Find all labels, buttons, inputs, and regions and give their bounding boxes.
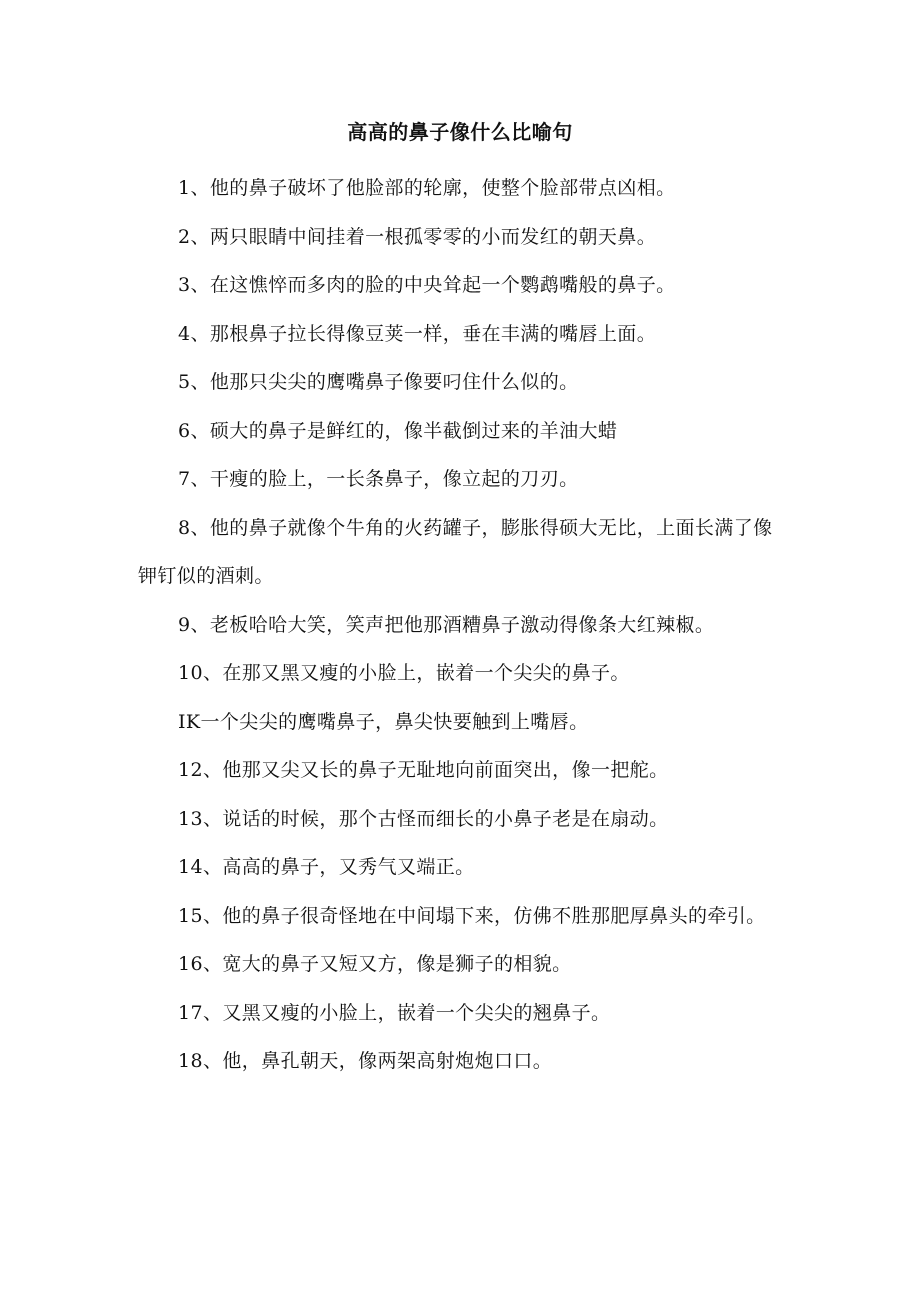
list-item: 16、宽大的鼻子又短又方，像是狮子的相貌。	[178, 953, 572, 975]
list-item: 9、老板哈哈大笑，笑声把他那酒糟鼻子激动得像条大红辣椒。	[178, 613, 715, 636]
list-item: 2、两只眼睛中间挂着一根孤零零的小而发红的朝天鼻。	[178, 225, 657, 248]
list-item: 5、他那只尖尖的鹰嘴鼻子像要叼住什么似的。	[178, 371, 579, 393]
list-item: 3、在这憔悴而多肉的脸的中央耸起一个鹦鹉嘴般的鼻子。	[178, 274, 676, 296]
list-item: 15、他的鼻子很奇怪地在中间塌下来，仿佛不胜那肥厚鼻头的牵引。	[178, 904, 766, 927]
page-title: 高高的鼻子像什么比喻句	[347, 120, 573, 144]
list-item: 13、说话的时候，那个古怪而细长的小鼻子老是在扇动。	[178, 807, 669, 830]
list-item: IK一个尖尖的鹰嘴鼻子，鼻尖快要触到上嘴唇。	[178, 710, 589, 733]
list-item: 17、又黑又瘦的小脸上，嵌着一个尖尖的翘鼻子。	[178, 1001, 611, 1024]
list-item: 7、干瘦的脸上，一长条鼻子，像立起的刀刃。	[178, 468, 579, 490]
list-item: 10、在那又黑又瘦的小脸上，嵌着一个尖尖的鼻子。	[178, 662, 630, 684]
list-item: 12、他那又尖又长的鼻子无耻地向前面突出，像一把舵。	[178, 759, 669, 781]
list-item: 6、硕大的鼻子是鲜红的，像半截倒过来的羊油大蜡	[178, 419, 618, 442]
sentence-list	[138, 164, 788, 1086]
list-item: 4、那根鼻子拉长得像豆荚一样，垂在丰满的嘴唇上面。	[178, 322, 657, 345]
list-item: 1、他的鼻子破坏了他脸部的轮廓，使整个脸部带点凶相。	[178, 177, 676, 199]
list-item: 14、高高的鼻子，又秀气又端正。	[178, 856, 475, 878]
list-item: 18、他，鼻孔朝天，像两架高射炮炮口口。	[178, 1050, 553, 1072]
list-item: 8、他的鼻子就像个牛角的火药罐子，膨胀得硕大无比，上面长满了像钾钉似的酒刺。	[138, 516, 773, 587]
